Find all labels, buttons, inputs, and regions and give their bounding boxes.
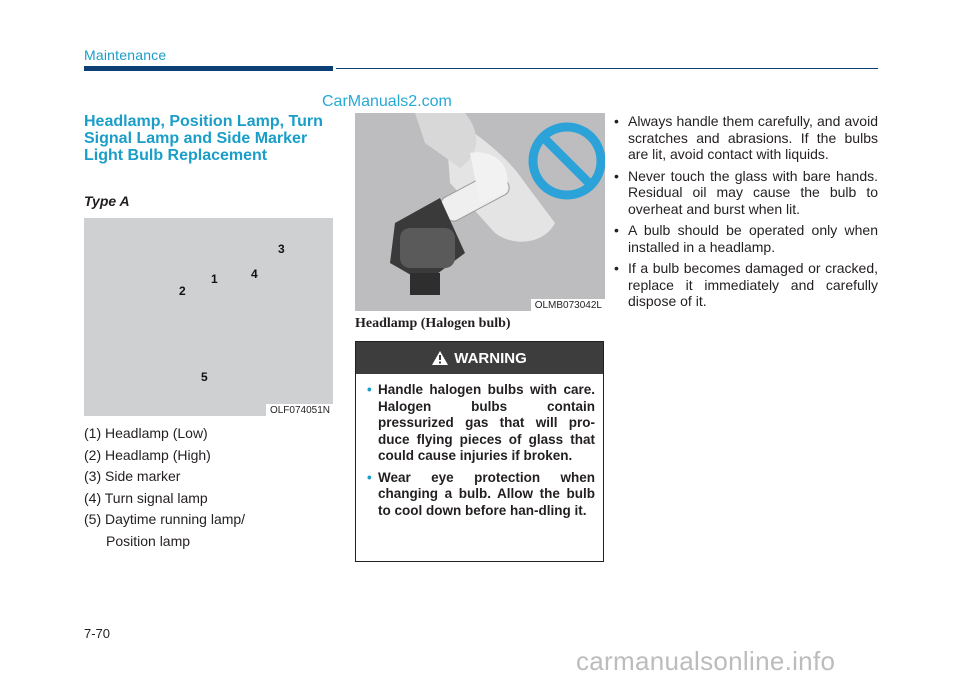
headlamp-diagram [84, 218, 333, 416]
page-title: Headlamp, Position Lamp, Turn Signal Lamp and Side Marker Light Bulb Replacement [84, 113, 323, 164]
callout-4: 4 [251, 267, 258, 281]
bullet-icon: • [614, 260, 619, 276]
bulb-illustration [355, 113, 605, 311]
type-label: Type A [84, 193, 130, 209]
header-rule-thin [336, 68, 878, 69]
list-item: • Always handle them carefully, and avoid scratches and abrasions. If the bulbs are lit, avoid contact with liquids. [614, 113, 878, 162]
list-item: (4) Turn signal lamp [84, 489, 208, 506]
warning-title: WARNING [454, 349, 527, 367]
bullet-icon: • [614, 167, 619, 184]
list-item: • If a bulb becomes damaged or cracked, replace it immediately and carefully dispose of it. [614, 260, 878, 309]
list-item: (2) Headlamp (High) [84, 446, 211, 463]
lamp-list [84, 423, 334, 552]
list-item: (5) Daytime running lamp/ [84, 511, 246, 527]
list-item: Position lamp [106, 532, 191, 549]
list-item: • Never touch the glass with bare hands. Residual oil may cause the bulb to overheat and burst when lit. [614, 167, 878, 217]
callout-1: 1 [211, 272, 218, 286]
bullet-icon: • [367, 382, 372, 397]
caution-list [612, 113, 878, 315]
warning-box [355, 341, 604, 562]
bullet-icon: • [614, 222, 619, 238]
figure-code: OLMB073042L [531, 299, 605, 311]
bullet-icon: • [614, 113, 619, 129]
callout-2: 2 [179, 284, 186, 298]
list-item: • A bulb should be operated only when installed in a headlamp. [614, 222, 878, 255]
page-number: 7-70 [84, 626, 111, 641]
figure-caption: Headlamp (Halogen bulb) [355, 316, 511, 331]
warning-item: • Handle halogen bulbs with care. Halogen bulbs contain pressurized gas that will pro-duce flying pieces of glass that could cause injuries if broken. [367, 382, 595, 463]
callout-3: 3 [278, 242, 285, 256]
warning-triangle-icon [432, 351, 448, 365]
warning-header [356, 342, 603, 374]
bullet-icon: • [367, 469, 372, 485]
list-item: (1) Headlamp (Low) [84, 425, 208, 441]
figure-code: OLF074051N [266, 404, 333, 416]
bulb-photo [355, 113, 605, 311]
callout-5: 5 [201, 370, 208, 384]
list-item: (3) Side marker [84, 468, 181, 484]
watermark-top: CarManuals2.com [322, 93, 452, 110]
header-rule-thick [84, 66, 333, 71]
footer-watermark: carmanualsonline.info [576, 646, 836, 676]
section-label: Maintenance [84, 47, 167, 63]
warning-item: • Wear eye protection when changing a bulb. Allow the bulb to cool down before han-dling it. [367, 469, 595, 518]
